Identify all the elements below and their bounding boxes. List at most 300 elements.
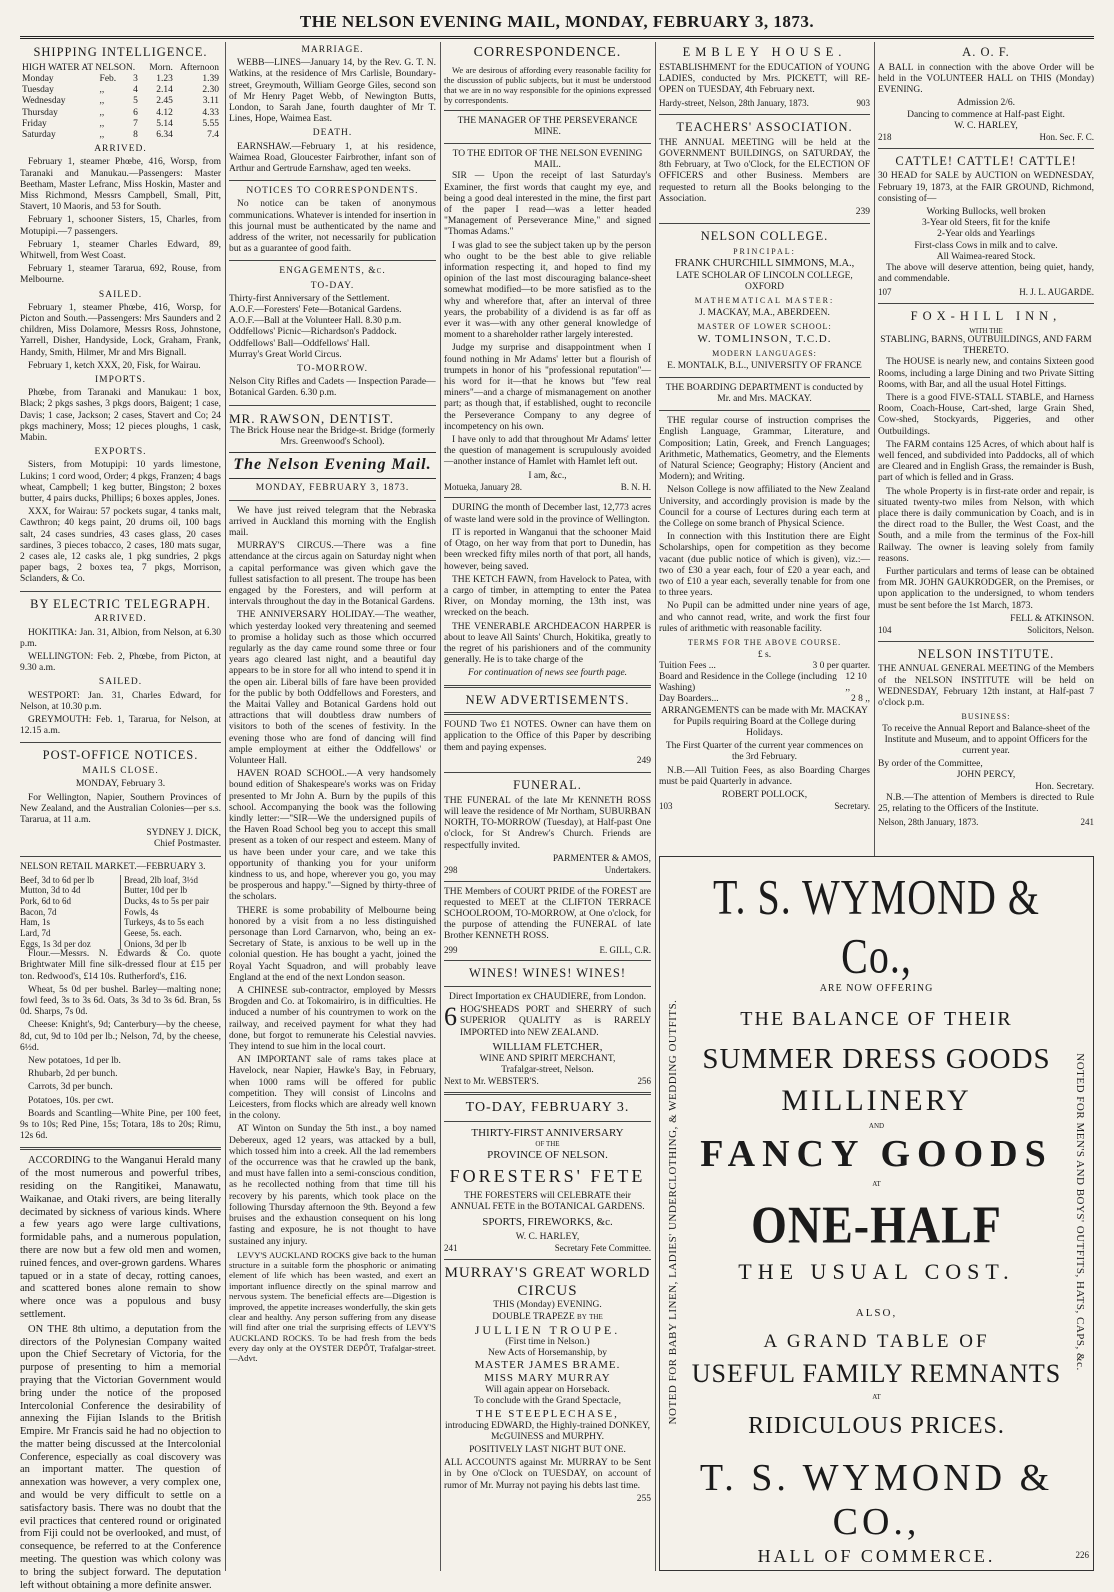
tide-date: 4 [133,85,138,96]
ad-number: 255 [636,1493,651,1504]
news-paragraph: ON THE 8th ultimo, a deputation from the directors of the Polynesian Company waited upon the Chief Secretary of Victoria, for the purpose of presenting to him a memorial praying that the Victorian Government would bring under the notice of the proposed Intercolonial Conference the desirability of annexing the Fijian Islands to the British Empire. Mr Francis said he had no objection to the matter being discussed at the Intercolonial Conference, especially as coal discovery was an important matter. The question of annexation was however, a very complex one, and would be very difficult to settle on a satisfactory basis. There was no doubt that the evil practices that centered round or originated from Fiji could not be overlooked, and must, of consequence, be referred to at the Conference meeting. The question was which colony was to bring the subject forward. The deputation left without obtaining a more definite answer. [20,1323,221,1591]
tide-day: Thursday [22,107,58,118]
wines-body: HOG'SHEADS PORT and SHERRY of such SUPERIOR QUALITY as is RARELY IMPORTED into NEW ZEALAND. [460,1005,651,1038]
sports-heading: SPORTS, FIREWORKS, &c. [482,1216,613,1229]
death-notice: EARNSHAW.—February 1, at his residence, Waimea Road, Gloucester Fairbrother, infant son of Arthur and Gertrude Earnshaw, aged ten weeks. [229,141,436,175]
correspondence-title: CORRESPONDENCE. [473,45,622,60]
arrived-heading: ARRIVED. [94,144,147,155]
fete-text: THE FORESTERS will CELEBRATE their ANNUAL FETE in the BOTANICAL GARDENS. [450,1190,645,1212]
wymond-name: T. S. WYMOND & Co., [713,868,1040,984]
news-paragraph: THERE is some probability of Melbourne being honored by a visit from a no less distinguished personage than Lord Carnarvon, who, being an ex-Secretary of State, is anxious to be well up in the colonial question. He has bought a yacht, joined the Royal Yacht Squadron, and will probably leave England at the end of the next London season. [229,905,436,983]
advertisement-paragraph: LEVY'S AUCKLAND ROCKS give back to the human structure in a suitable form the phosphoric or animating element of life which has been wasted, and exert an important influence directly on the spinal marrow and nervous system. The beneficial effects are—Digestion is improved, the appetite increases wonderfully, the skin gets clear and healthy. Any person suffering from any disease will find after one trial the surprising effects of LEVY'S AUCKLAND ROCKS. To be had fresh from the beds every day only at the OYSTER DEPÔT, Trafalgar-street.—Advt. [229,1249,436,1364]
tide-row [20,119,221,130]
divider [20,742,221,743]
post-date: MONDAY, February 3. [75,779,166,790]
market-text: Wheat, 5s 0d per bushel. Barley—malting none; fowl feed, 3s to 3s 6d. Oats, 3s 3d to 3s 6d. Bran, 5s 0d. Sharps, 7s 0d. [20,984,221,1018]
tide-date: 8 [133,129,138,140]
tel-arrived-heading: ARRIVED. [94,614,147,625]
fete-footer [444,1243,651,1254]
institute-footer [878,817,1094,828]
fee-label: Day Boarders... [659,694,719,705]
tide-morn: 4.12 [156,107,173,118]
divider [20,1147,221,1150]
aof-signature: W. C. HARLEY, [954,120,1018,131]
tide-month: ,, [99,118,105,129]
institute-title: NELSON INSTITUTE. [917,646,1055,661]
embley-footer [659,98,870,109]
tel-arrived-item: WELLINGTON: Feb. 2, Phœbe, from Picton, at 9.30 a.m. [20,652,221,674]
paper-date: MONDAY, FEBRUARY 3, 1873. [255,483,410,494]
notices-text: No notice can be taken of anonymous communications. Whatever is intended for insertion in this journal must be authenticated by the name and address of the writer, not necessarily for publication but as a guarantee of good faith. [229,199,436,255]
business-label: BUSINESS: [961,712,1011,722]
wymond-grand: A GRAND TABLE OF [763,1331,990,1352]
market-item: Bacon, 7d [20,906,57,917]
market-item: Lard, 7d [20,927,51,938]
circus-accounts: ALL ACCOUNTS against Mr. MURRAY to be Sent in by One o'Clock on TUESDAY, on account of rumor of Mr. Murray not paying his debts last time. [444,1458,651,1491]
side-text-left-label: NOTED FOR BABY LINEN, LADIES' UNDERCLOTHING, & WEDDING OUTFITS. [667,999,679,1425]
divider [229,405,436,406]
wymond-and: AND [868,1122,885,1130]
notices-heading: NOTICES TO CORRESPONDENTS. [246,186,419,197]
tide-morn: 2.45 [156,96,173,107]
column-3 [444,42,651,1571]
telegraph-title: BY ELECTRIC TELEGRAPH. [30,596,211,611]
news-paragraph: ACCORDING to the Wanganui Herald many of the most numerous and powerful tribes, residing on the Rangitikei, Manawatu, Waikanae, and Otaki rivers, are being literally decimated by sickness of various kinds. Where a few years ago were large cultivations, formidable pahs, and a numerous population, there are now but a few old men and women, ruined fences, and over-grown gardens. Whares tapued or in a state of decay, rotting canoes, and scattered bones alone remain to show where once was a populous and busy settlement. [20,1155,221,1320]
tide-morn: 1.23 [156,73,173,84]
divider [444,143,651,144]
dentist-text: The Brick House near the Bridge-st. Bridge (formerly Mrs. Greenwood's School). [230,426,435,448]
tide-morn: 6.34 [156,129,173,140]
divider [20,591,221,592]
cattle-title: CATTLE! CATTLE! CATTLE! [895,153,1077,168]
tide-afternoon: 3.11 [202,96,219,107]
nb-text: N.B.—All Tuition Fees, as also Boarding Charges must be paid Quarterly in advance. [659,765,870,787]
arrived-item: February 1, steamer Tararua, 692, Rouse, from Melbourne. [20,264,221,286]
anniversary-of: OF THE [535,1140,560,1149]
institute-business: To receive the Annual Report and Balance-sheet of the Institute and Museum, and to appoint Officers for the current year. [882,723,1090,757]
column-5 [878,42,1094,853]
letter-signature: B. N. H. [620,481,651,492]
news-paragraph: MURRAY'S CIRCUS.—There was a fine attendance at the circus again on Saturday night when a capital performance was given which gave the fullest satisfaction to all present. The troupe has been engaged by the Foresters, and will perform at intervals throughout the day in the Botanical Gardens. [229,541,436,608]
post-signature: SYDNEY J. DICK, [146,828,221,839]
lower-name: W. TOMLINSON, T.C.D. [697,333,832,346]
column-2 [229,42,436,1571]
engagement-item: A.O.F.—Ball at the Volunteer Hall. 8.30 p.m. [229,316,402,327]
column-4 [659,42,870,853]
circus-steeplechase: THE STEEPLECHASE, [476,1407,619,1420]
tide-morn: 2.14 [156,85,173,96]
tomorrow-heading: TO-MORROW. [297,364,368,375]
ad-number: 903 [856,98,870,109]
marriage-notice: WEBB—LINES—January 14, by the Rev. G. T. N. Watkins, at the residence of Mrs Carlisle, Boundary-street, Greymouth, William George Giles, second son of Mr Henry Paget Webb, of Newington Butts, London, to Sarah Jane, fourth daughter of Mr T. Lines, Hope, Waimea East. [229,58,436,125]
news-paragraph: We have just reived telegram that the Nebraska arrived in Auckland this morning with the English mail. [229,505,436,538]
market-item: Eggs, 1s 3d per doz [20,938,91,949]
tel-sailed-item: GREYMOUTH: Feb. 1, Tararua, for Nelson, at 12.15 a.m. [20,715,221,737]
cattle-item: Working Bullocks, well broken [926,206,1046,217]
merchant-name: WILLIAM FLETCHER, [492,1040,603,1053]
funeral-signature: PARMENTER & AMOS, [552,853,651,864]
institute-nb: N.B.—The attention of Members is directed to Rule 25, relating to the Officers of the Institute. [878,792,1094,815]
solicitor-name: FELL & ATKINSON. [1010,613,1094,624]
institute-secretary: JOHN PERCY, [956,770,1016,781]
modern-label: MODERN LANGUAGES: [712,349,817,359]
engagement-item: Oddfellows' Ball—Oddfellows' Hall. [229,338,370,349]
mails-close-heading: MAILS CLOSE. [82,766,159,777]
principal-title: LATE SCHOLAR OF LINCOLN COLLEGE, OXFORD [676,270,853,292]
letter-paragraph: SIR — Upon the receipt of last Saturday's Examiner, the first words that caught my eye, and being a good deal interested in the mine, the first part of the paper I read—was a letter headed "Management of Perseverance Mine," and signed "Thomas Adams." [444,171,651,238]
tide-month: Feb. [99,73,117,84]
ad-number: 241 [1080,817,1094,828]
tide-row [20,108,221,119]
news-paragraph: IT is reported in Wanganui that the schooner Maid of Otago, on her way from that port to Dunedin, has been wrecked fifty miles north of that port, all hands, however, being saved. [444,527,651,572]
divider [444,1121,651,1122]
fox-hill-subtitle: STABLING, BARNS, OUTBUILDINGS, AND FARM THERETO. [880,334,1092,357]
wines-heading: WINES! WINES! WINES! [468,966,626,981]
fee-row [659,694,870,705]
market-text: Boards and Scantling—White Pine, per 100 feet, 9s to 10s; Red Pine, 15s; Totara, 18s to 20s; Rimu, 12s 6d. [20,1108,221,1142]
fox-hill-paragraph: There is a good FIVE-STALL STABLE, and Harness Room, Coach-House, Cart-shed, large Grain Shed, Cow-shed, Stockyards, Piggeries, and other Outbuildings. [878,392,1094,437]
fox-hill-paragraph: The whole Property is in first-rate order and repair, is situated twenty-two miles from Nelson, with which place there is daily communication by Coach, and is in the direct road to the Buller, the West Coast, and the South, and a mile from the terminus of the Fox-hill Railway. The owner is leaving solely from family reasons. [878,486,1094,564]
market-text: Rhubarb, 2d per bunch. [28,1069,118,1080]
fox-hill-paragraph: The HOUSE is nearly new, and contains Sixteen good Rooms, including a large Dining and two Private Sitting Rooms, with Bar, and all the usual Hotel Fittings. [878,357,1094,390]
divider [444,1259,651,1260]
cattle-item: 3-Year old Steers, fit for the knife [921,218,1051,229]
tide-row [20,96,221,107]
side-text-right [1069,877,1091,1547]
circus-last-night: POSITIVELY LAST NIGHT BUT ONE. [469,1445,626,1456]
ad-number: 299 [444,944,458,955]
circus-troupe: JULLIEN TROUPE. [474,1322,621,1337]
tide-morn: 5.14 [156,118,173,129]
market-item: Pork, 6d to 6d [20,896,72,907]
engagement-item: Oddfellows' Picnic—Richardson's Paddock. [229,327,397,338]
marriage-heading: MARRIAGE. [301,45,364,55]
wymond-hall: HALL OF COMMERCE. [757,1546,996,1566]
tide-day: Saturday [22,129,56,140]
divider [444,1092,651,1095]
cattle-footer [878,287,1094,298]
wymond-name-2: T. S. WYMOND & CO., [699,1457,1054,1543]
divider [444,772,651,773]
side-text-left [662,877,684,1547]
engagement-item: Thirty-first Anniversary of the Settlement. [229,293,390,304]
tide-day: Friday [22,118,47,129]
cattle-text: 30 HEAD for SALE by AUCTION on WEDNESDAY, February 19, 1873, at the FAIR GROUND, Richmond, consisting of— [878,171,1094,204]
circus-mary-note: Will again appear on Horseback. [485,1385,610,1396]
tide-month: ,, [99,96,105,107]
funeral-notice: THE FUNERAL of the late Mr KENNETH ROSS will leave the residence of Mr Northam, SUBURBAN NORTH, TO-MORROW (Tuesday), at Half-past One o'clock, for St Andrew's Church. Friends are respectfully invited. [444,795,651,851]
principal-name: FRANK CHURCHILL SIMMONS, M.A., [674,258,855,270]
fee-value: 2 8 ,, [851,694,870,705]
sailed-heading: SAILED. [98,289,143,300]
divider [444,881,651,882]
court-notice: THE Members of COURT PRIDE of the FOREST are requested to MEET at the CLIFTON TERRACE SCHOOLROOM, TO-MORROW, at One o'clock, for the purpose of attending the FUNERAL of late Brother KENNETH ROSS. [444,886,651,942]
news-paragraph: THE ANNIVERSARY HOLIDAY.—The weather, which yesterday looked very threatening and seemed to promise a holiday such as those which occurred regularly as the day came round some three or four years ago cleared last night, and a beautiful day appears to be in store for all who intend to spend it in the open air. Liberal bills of fare have been provided for the public by both Oddfellows and Foresters, and the Maitai Valley and Botanical Gardens hold out attractions that will doubtless draw numbers of visitors to both of the scenes of festivity. In the evening those who are fond of dancing will find ample employment at either the Oddfellows' or Volunteer Hall. [229,610,436,766]
tide-row [20,130,221,141]
tide-date: 3 [133,73,138,84]
tide-day: Tuesday [22,85,54,96]
tide-afternoon: 4.33 [202,107,219,118]
drop-number: 6 [444,1002,457,1032]
circus-first: (First time in Nelson.) [505,1336,590,1347]
news-paragraph: DURING the month of December last, 12,773 acres of waste land were sold in the province of Wellington. [444,503,651,525]
post-signature-title: Chief Postmaster. [153,839,221,850]
aof-text: A BALL in connection with the above Order will be held in the VOLUNTEER HALL on THIS (Monday) EVENING. [878,62,1094,96]
wymond-balance: THE BALANCE OF THEIR [740,1008,1013,1030]
column-rule [440,42,441,1571]
market-text: Carrots, 3d per bunch. [28,1082,113,1093]
letter-paragraph: Judge my surprise and disappointment when I found nothing in Mr Adams' letter but a flourish of trumpets in honor of his "professional reputation"—his word for it—that he knows but "few real miners"—and a charge of mismanagement on another part; as though that, if established, ought to reconcile the Perseverance Company to any degree of incompetency on his own. [444,343,651,432]
secretary-title: Secretary. [834,801,870,812]
wymond-summer: SUMMER DRESS GOODS [702,1043,1051,1075]
exports-item: XXX, for Wairau: 57 pockets sugar, 4 tanks malt, Cawthron; 40 kegs paint, 20 drums oil, 100 bags salt, 24 cases sundries, 43 cases glass, 20 cases sardines, 3 pieces tobacco, 2 cases, 180 mats sugar, 2 cases ale, 12 casks ale, 1 pkg sundries, 2 pkgs paper bags, 2 boxes tea, 7 pkgs, Morrison, Sclanders, & Co. [20,507,221,585]
court-footer [444,945,651,956]
tide-row [20,85,221,96]
wymond-fancy: FANCY GOODS [700,1133,1053,1175]
ad-number: 104 [878,625,892,636]
quarter-text: The First Quarter of the current year commences on the 3rd February. [665,741,864,763]
ad-number: 239 [855,206,870,217]
boarding-text: THE BOARDING DEPARTMENT is conducted by Mr. and Mrs. MACKAY. [665,382,864,404]
letter-close: I am, &c., [528,470,567,481]
dentist-heading: MR. RAWSON, DENTIST. [229,410,394,426]
divider [878,303,1094,304]
market-left [20,875,121,949]
today-heading: TO-DAY, FEBRUARY 3. [465,1099,630,1115]
wymond-at-2: AT [872,1393,881,1401]
fete-signature: W. C. HARLEY, [515,1232,580,1243]
divider [444,110,651,111]
tide-month: ,, [99,107,105,118]
college-paragraph: THE regular course of instruction comprises the English Language, Grammar, Literature, and Composition; Latin, Greek, and French Languages; Arithmetic, Mathematics, Geometry, and the Elements of Natural Science; Geography; History (Ancient and Modern); and Writing. [659,416,870,483]
engagement-item: Murray's Great World Circus. [229,349,342,360]
news-paragraph: AT Winton on Sunday the 5th inst., a boy named Debereux, aged 12 years, was attacked by a bull, which tossed him into a creek. All the lad remembers of the occurrence was that he crawled up the bank, and must have fallen into a semi-conscious condition, as he recollected nothing from that time till his recovery by his parents, which took place on the following Thursday afternoon the 9th. Beyond a few bruises and the exhaustion consequent on his long fasting and exposure, he is not thought to have sustained any injury. [229,1124,436,1247]
tide-date: 5 [133,96,138,107]
ad-number: 241 [444,1243,458,1254]
aof-dancing: Dancing to commence at Half-past Eight. [907,109,1065,120]
market-item: Turkeys, 4s to 5s each [124,917,204,928]
divider [444,497,651,498]
arrangements-text: ARRANGEMENTS can be made with Mr. MACKAY for Pupils requiring Board at the College during Holidays. [661,705,868,738]
court-signature: E. GILL, C.R. [599,944,651,955]
divider [444,986,651,987]
divider [659,223,870,224]
wines-subheading: Direct Importation ex CHAUDIERE, from London. [448,992,647,1003]
divider [878,641,1094,642]
institute-secretary-title: Hon. Secretary. [1035,781,1094,792]
paper-title: The Nelson Evening Mail. [229,452,436,479]
market-text: New potatoes, 1d per lb. [28,1055,121,1066]
market-item: Fowls, 4s [124,906,159,917]
divider [878,148,1094,149]
solicitor-title: Solicitors, Nelson. [1027,625,1094,636]
principal-label: PRINCIPAL: [733,246,796,256]
tide-afternoon: 2.30 [202,85,219,96]
embley-signature: Hardy-street, Nelson, 28th January, 1873. [659,98,809,109]
secretary-name: ROBERT POLLOCK, [721,789,808,800]
tide-afternoon: 5.55 [202,118,219,129]
divider [20,856,221,857]
market-price-list [20,875,221,949]
market-text: Flour.—Messrs. N. Edwards & Co. quote Brightwater Mill fine silk-dressed flour at £15 per ton. Redwood's, £14 10s. Rutherford's, £16. [20,949,221,982]
ad-number: 103 [659,801,673,812]
embley-text: ESTABLISHMENT for the EDUCATION of YOUNG LADIES, conducted by Mrs. PICKETT, will RE-OPEN on TUESDAY, 4th February next. [659,62,870,96]
market-item: Beef, 3d to 6d per lb [20,874,94,885]
merchant-location: Next to Mr. WEBSTER'S. [444,1076,539,1087]
fox-hill-with: WITH THE [969,326,1003,335]
fox-hill-paragraph: Further particulars and terms of lease can be obtained from MR. JOHN GAUKRODGER, on the Premises, or upon application to the undersigned, to whom tenders must be sent before the 1st March, 1873. [878,567,1094,611]
tide-row [20,74,221,85]
engagements-heading: ENGAGEMENTS, &c. [279,266,386,277]
market-item: Ham, 1s [20,917,50,928]
engagement-item: A.O.F.—Foresters' Fete—Botanical Gardens. [229,305,402,316]
college-paragraph: No Pupil can be admitted under nine years of age, and who cannot read, write, and work the first four rules of arithmetic with reasonable facility. [659,601,870,634]
market-right [121,875,221,949]
column-1 [20,42,221,1591]
tide-day: Wednesday [22,96,66,107]
exports-item: Sisters, from Motupipi: 10 yards limestone, Lukins; 1 cord wood, Order; 4 pkgs, Franzen; 4 bags wheat, Campbell; 1 keg butter, Bingston; 2 boxes butter, 4 pairs ducks, Phillips; 6 boxes apples, Jones. [20,460,221,505]
merchant-title: WINE AND SPIRIT MERCHANT, [479,1053,616,1064]
cattle-item: First-class Cows in milk and to calve. [914,240,1058,251]
market-title: NELSON RETAIL MARKET.—FEBRUARY 3. [20,861,206,872]
tel-arrived-item: HOKITIKA: Jan. 31, Albion, from Nelson, at 6.30 p.m. [20,627,221,649]
institute-date: Nelson, 28th January, 1873. [878,817,979,828]
tel-sailed-heading: SAILED. [98,677,143,688]
tide-month: ,, [99,85,105,96]
wymond-body [688,857,1065,1570]
post-text: For Wellington, Napier, Southern Provinces of New Zealand, and the Australian Colonies—per s.s. Tararua, at 11 a.m. [20,792,221,826]
imports-text: Phœbe, from Taranaki and Manukau: 1 box, Black; 2 pkgs sashes, 3 pkgs doors, Baigent; 1 case, Davis; 1 case, Jackson; 2 cases, Stavert and Co; 24 pkgs machinery, Moss; 12 pieces ploughs, 1 cask, Mabin. [20,388,221,444]
column-rule [225,42,226,1571]
circus-evening: THIS (Monday) EVENING. [493,1300,602,1311]
tide-header-label: HIGH WATER AT NELSON. [22,62,136,73]
math-name: J. MACKAY, M.A., ABERDEEN. [699,307,830,318]
continuation-note: For continuation of news see fourth page. [467,668,628,679]
circus-conclude: To conclude with the Grand Spectacle, [473,1396,622,1407]
news-paragraph: AN IMPORTANT sale of rams takes place at Havelock, near Napier, Hawke's Bay, in February, when 1000 rams will be offered for public competition. They will consist of Lincolns and Leicesters, from flocks which are already well known in the colony. [229,1055,436,1122]
fee-row [659,672,870,694]
merchant-address: Trafalgar-street, Nelson. [501,1065,594,1076]
college-paragraph: Nelson College is now affiliated to the New Zealand University, and accordingly provision is made by the Council for a course of Lectures during each term at the College on some branch of Physical Science. [659,485,870,530]
divider [444,960,651,961]
funeral-heading: FUNERAL. [513,778,582,793]
divider [444,712,651,715]
divider [444,685,651,688]
death-heading: DEATH. [312,128,353,139]
market-item: Butter, 10d per lb [124,885,188,896]
news-paragraph: A CHINESE sub-contractor, employed by Messrs Brogden and Co. at Tokomairiro, is in difficulties. He induced a number of his countrymen to work on the railway, and received payment for what they had done, but forgot to remunerate his Celestial navvies. They intend to sue him in the local court. [229,986,436,1053]
aof-signature-title: Hon. Sec. F. C. [1039,131,1094,142]
math-label: MATHEMATICAL MASTER: [694,296,835,306]
tide-month: ,, [99,129,105,140]
tide-day: Monday [22,73,54,84]
fee-label: Board and Residence in the College (including Washing) [659,671,837,694]
wymond-at: AT [872,1180,881,1188]
new-advertisements-title: NEW ADVERTISEMENTS. [465,692,630,707]
cattle-item: 2-Year olds and Yearlings [937,229,1035,240]
wymond-also: ALSO, [855,1307,898,1319]
solicitor-footer [878,625,1094,636]
teachers-text: THE ANNUAL MEETING will be held at the GOVERNMENT BUILDINGS, on SATURDAY, the 8th February, at Two o'Clock, for the ELECTION OF OFFICERS and other Business. Members are requested to return all the Books belonging to the Association. [659,137,870,204]
found-notice: FOUND Two £1 NOTES. Owner can have them on application to the Office of this Paper by describing them and paying expenses. [444,720,651,753]
tel-sailed-item: WESTPORT: Jan. 31, Charles Edward, for Nelson, at 10.30 p.m. [20,690,221,712]
tide-afternoon: 1.39 [202,73,219,84]
correspondence-note: We are desirous of affording every reasonable facility for the discussion of public subjects, but it must be understood that we are in no way responsible for the opinions expressed by correspondents. [444,64,651,105]
wymond-advertisement [659,856,1094,1571]
tide-header-afternoon: Afternoon [179,62,219,73]
market-item: Bread, 2lb loaf, 3½d [124,874,198,885]
terms-heading: TERMS FOR THE ABOVE COURSE. [687,638,842,648]
aof-footer [878,132,1094,143]
anniversary-heading: THIRTY-FIRST ANNIVERSARY [471,1127,624,1140]
circus-mary: MISS MARY MURRAY [484,1372,611,1385]
tide-table [20,63,221,141]
news-paragraph: HAVEN ROAD SCHOOL.—A very handsomely bound edition of Shakespeare's works was on Friday presented to Mr John A. Burn by the pupils of this school. Accompanying the book was the following kindly letter:—"SIR—We the undersigned pupils of the Haven Road School beg you to accept this small present as a token of our respect and esteem. Many of us have been under your care, and we take this opportunity of thanking you for your uniform kindness to us, and hope, wherever you go, you may be prosperous and happy."—Signed by thirty-three of the scholars. [229,769,436,903]
arrived-item: February 1, steamer Charles Edward, 89, Whitwell, from West Coast. [20,239,221,261]
shipping-title: SHIPPING INTELLIGENCE. [33,45,208,59]
wymond-ridiculous: RIDICULOUS PRICES. [748,1413,1005,1439]
letter-footer [444,482,651,493]
side-text-right-label: NOTED FOR MEN'S AND BOYS' OUTFITS, HATS, CAPS, &c. [1074,1053,1086,1371]
divider [229,260,436,261]
wines-text [444,1002,651,1039]
wymond-remnants: USEFUL FAMILY REMNANTS [691,1359,1062,1388]
tide-date: 6 [133,107,138,118]
cattle-note: The above will deserve attention, being quiet, handy, and commendable. [878,262,1094,285]
letter-title: THE MANAGER OF THE PERSEVERANCE MINE. [457,115,638,137]
circus-brame: MASTER JAMES BRAME. [474,1359,621,1372]
lower-label: MASTER OF LOWER SCHOOL: [697,321,832,331]
letter-paragraph: I have only to add that throughout Mr Adams' letter the question of management is scrupulously avoided—another instance of Hamlet with Hamlet left out. [444,435,651,468]
masthead: THE NELSON EVENING MAIL, MONDAY, FEBRUARY 3, 1873. [20,12,1094,39]
wymond-millinery: MILLINERY [781,1084,972,1117]
aof-admission: Admission 2/6. [956,98,1016,109]
embley-title: EMBLEY HOUSE. [682,45,847,59]
arrived-item: February 1, steamer Phœbe, 416, Worsp, from Taranaki and Manukau.—Passengers: Master Beetham, Master Lefranc, Miss Hoskin, Master and Miss Richmond, Messrs Campbell, Small, Pitt, Stavert, 10 Maoris, and 53 for South. [20,157,221,213]
aof-title: A. O. F. [962,45,1010,59]
divider [659,114,870,115]
news-paragraph: THE KETCH FAWN, from Havelock to Patea, with a cargo of timber, in attempting to enter the Patea River, on Monday morning, the 13th inst, was wrecked on the beach. [444,574,651,619]
market-item: Geese, 5s. each. [124,927,182,938]
letter-paragraph: I was glad to see the subject taken up by the person who ought to be the best able to give reliable information respecting it, and hoped to find my opinion of the last most discouraging balance-sheet somewhat modified—to be more satisfied as to the why and wherefore that, after an interval of three years, the probability of a dividend is as far off as ever it was—with any other general knowledge of moment to a shareholder rather largely interested. [444,240,651,341]
circus-heading: MURRAY'S GREAT WORLD CIRCUS [444,1264,651,1299]
wymond-offering: ARE NOW OFFERING [819,983,934,994]
today-heading: TO-DAY. [310,280,355,291]
ad-number: 226 [1075,1550,1089,1560]
college-paragraph: In connection with this Institution there are Eight Scholarships, open for competition as they become vacant (due public notice of which is given), viz.:—two of £30 a year each, four of £20 a year each, and two of £10 a year each, severally tenable for from one to three years. [659,532,870,599]
fete-heading: FORESTERS' FETE [449,1165,646,1186]
ad-number: 218 [878,131,892,142]
auctioneer-name: H. J. L. AUGARDE. [1019,287,1094,298]
sailed-item: February 1, ketch XXX, 20, Fisk, for Wairau. [28,360,201,371]
circus-steeplechase-note: introducing EDWARD, the Highly-trained DONKEY, McGUINESS and MURPHY. [444,1420,651,1442]
college-title: NELSON COLLEGE. [700,229,829,244]
imports-heading: IMPORTS. [95,375,146,386]
sailed-item: February 1, steamer Phœbe, 416, Worsp, for Picton and South.—Passengers: Mrs Saunders and 2 children, Miss Dolamore, Messrs Ross, Johnstone, Yarrell, Disher, Handyside, Lock, Graham, Frank, Handy, Smith, Hilmer, Mr and Mrs Bignall. [20,302,221,358]
tide-header-morn: Morn. [149,62,173,73]
wymond-usual: THE USUAL COST. [738,1259,1015,1284]
fox-hill-paragraph: The FARM contains 125 Acres, of which about half is well fenced, and subdivided into Paddocks, all of which are Cleared and in English Grass, the remainder is Bush, part of which is felled and in Grass. [878,439,1094,484]
province-heading: PROVINCE OF NELSON. [487,1148,608,1161]
secretary-footer [659,801,870,812]
post-office-title: POST-OFFICE NOTICES. [42,748,199,763]
letter-place: Motueka, January 28. [444,481,522,492]
circus-horse: New Acts of Horsemanship, by [488,1348,607,1359]
market-text: Potatoes, 10s. per cwt. [28,1095,114,1106]
divider [229,180,436,181]
fox-hill-title: FOX-HILL INN, [910,308,1062,323]
ad-number: 256 [637,1076,651,1087]
